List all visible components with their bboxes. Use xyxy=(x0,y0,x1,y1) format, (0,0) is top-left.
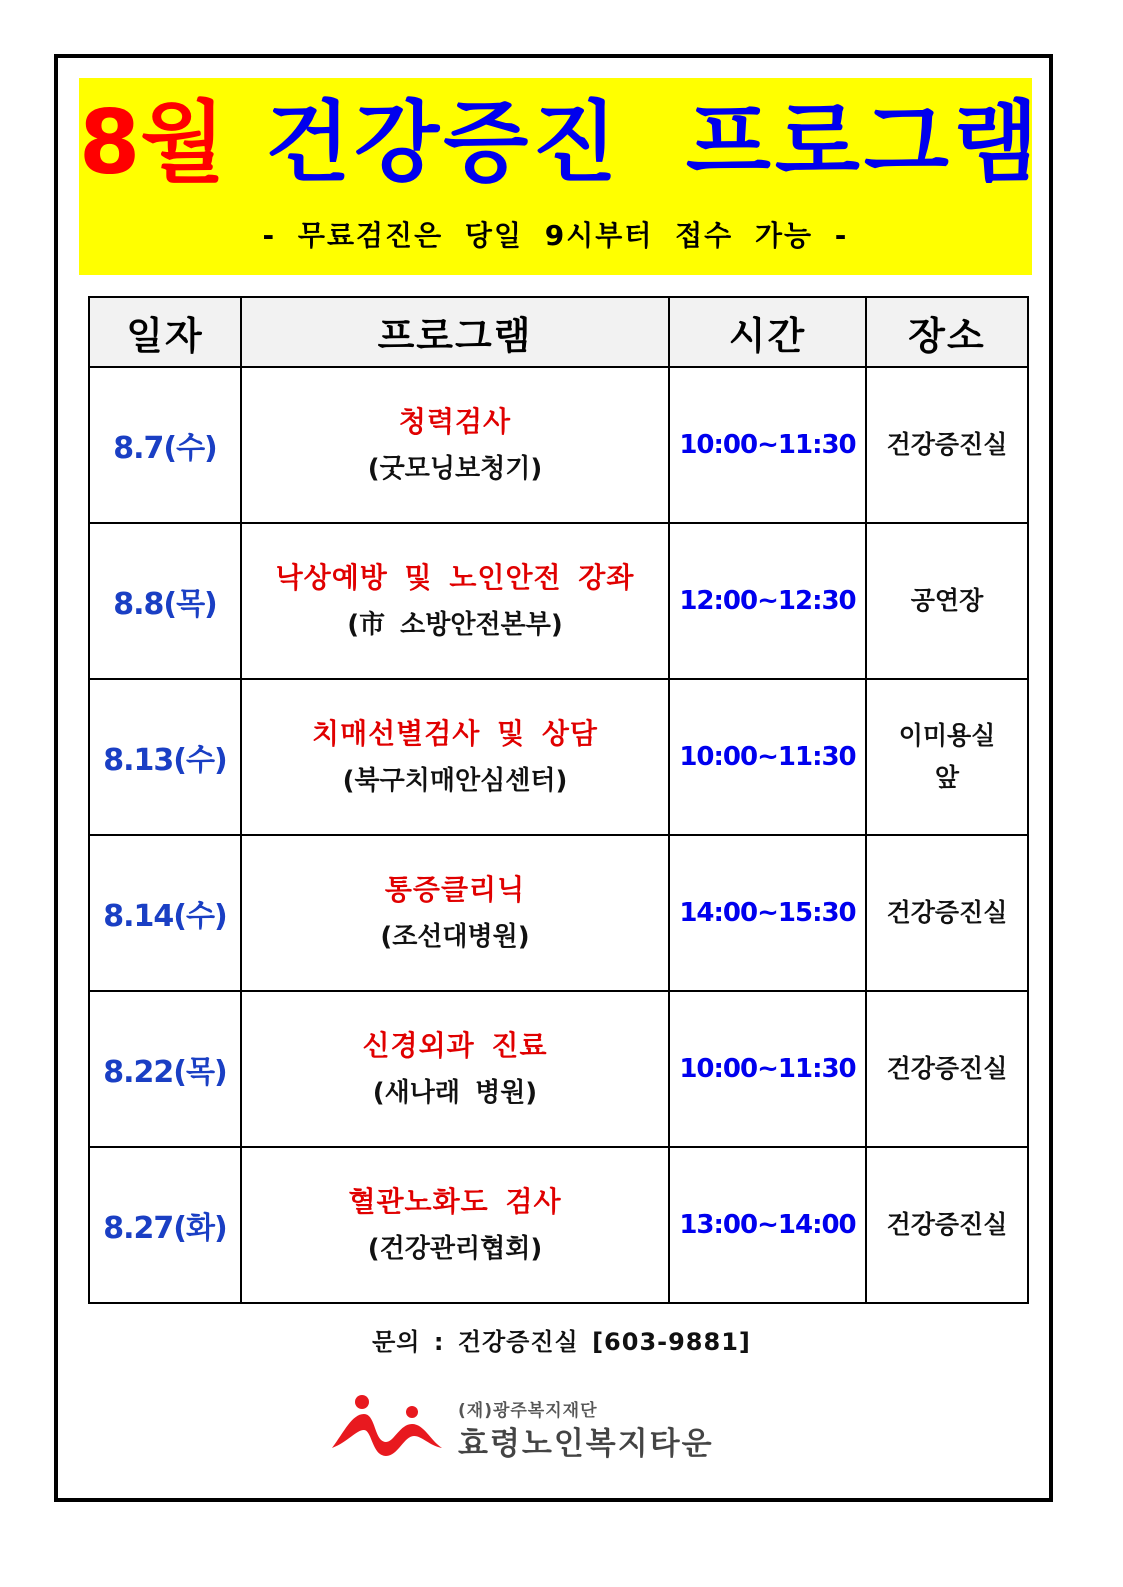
row-place: 건강증진실 xyxy=(886,430,1008,459)
row-date: 8.22(목) xyxy=(89,991,241,1147)
header-program: 프로그램 xyxy=(241,297,669,367)
row-organization: (市 소방안전본부) xyxy=(347,610,563,640)
row-program-cell xyxy=(241,523,669,679)
row-organization: (새나래 병원) xyxy=(372,1078,538,1108)
row-organization: (북구치매안심센터) xyxy=(342,766,568,796)
row-time: 10:00~11:30 xyxy=(669,679,866,835)
row-program: 청력검사 xyxy=(398,405,512,438)
table-row xyxy=(89,367,1028,523)
row-date: 8.8(목) xyxy=(89,523,241,679)
schedule-table xyxy=(88,296,1029,1304)
page-title xyxy=(79,88,1042,198)
page-subtitle: - 무료검진은 당일 9시부터 접수 가능 - xyxy=(262,219,849,252)
row-place: 이미용실 xyxy=(898,721,996,750)
row-date: 8.14(수) xyxy=(89,835,241,991)
row-place-cell xyxy=(866,835,1028,991)
row-program: 통증클리닉 xyxy=(384,873,526,906)
row-place: 공연장 xyxy=(910,586,984,615)
table-row xyxy=(89,1147,1028,1303)
org-parent-name: (재)광주복지재단 xyxy=(458,1401,598,1421)
header-banner xyxy=(79,78,1042,275)
header-place: 장소 xyxy=(866,297,1028,367)
row-time: 10:00~11:30 xyxy=(669,367,866,523)
row-place-cell xyxy=(866,679,1028,835)
row-program: 치매선별검사 및 상담 xyxy=(312,717,598,750)
title-month: 8월 xyxy=(79,91,226,194)
row-program: 혈관노화도 검사 xyxy=(348,1185,562,1218)
table-row xyxy=(89,835,1028,991)
row-organization: (굿모닝보청기) xyxy=(367,454,543,484)
row-date: 8.7(수) xyxy=(89,367,241,523)
row-place-line2: 앞 xyxy=(934,763,960,792)
row-organization: (건강관리협회) xyxy=(367,1234,543,1264)
org-name: 효령노인복지타운 xyxy=(458,1426,714,1462)
row-time: 14:00~15:30 xyxy=(669,835,866,991)
row-place-cell xyxy=(866,523,1028,679)
row-date: 8.13(수) xyxy=(89,679,241,835)
row-program: 신경외과 진료 xyxy=(362,1029,548,1062)
contact-info: 문의 : 건강증진실 [603-9881] xyxy=(372,1328,751,1356)
row-place: 건강증진실 xyxy=(886,1210,1008,1239)
table-row xyxy=(89,991,1028,1147)
organization-logo xyxy=(330,1392,800,1462)
header-time: 시간 xyxy=(669,297,866,367)
row-program-cell xyxy=(241,679,669,835)
row-time: 10:00~11:30 xyxy=(669,991,866,1147)
table-header-row xyxy=(89,297,1028,367)
row-program-cell xyxy=(241,1147,669,1303)
header-date: 일자 xyxy=(89,297,241,367)
row-time: 12:00~12:30 xyxy=(669,523,866,679)
row-date: 8.27(화) xyxy=(89,1147,241,1303)
row-time: 13:00~14:00 xyxy=(669,1147,866,1303)
table-row xyxy=(89,679,1028,835)
row-program-cell xyxy=(241,835,669,991)
row-organization: (조선대병원) xyxy=(380,922,530,952)
row-place-cell xyxy=(866,991,1028,1147)
row-program: 낙상예방 및 노인안전 강좌 xyxy=(275,561,635,594)
row-program-cell xyxy=(241,991,669,1147)
row-place: 건강증진실 xyxy=(886,898,1008,927)
row-place: 건강증진실 xyxy=(886,1054,1008,1083)
row-program-cell xyxy=(241,367,669,523)
row-place-cell xyxy=(866,367,1028,523)
row-place-cell xyxy=(866,1147,1028,1303)
table-row xyxy=(89,523,1028,679)
title-main: 건강증진 프로그램 xyxy=(265,91,1042,194)
logo-figures-icon xyxy=(330,1392,455,1462)
